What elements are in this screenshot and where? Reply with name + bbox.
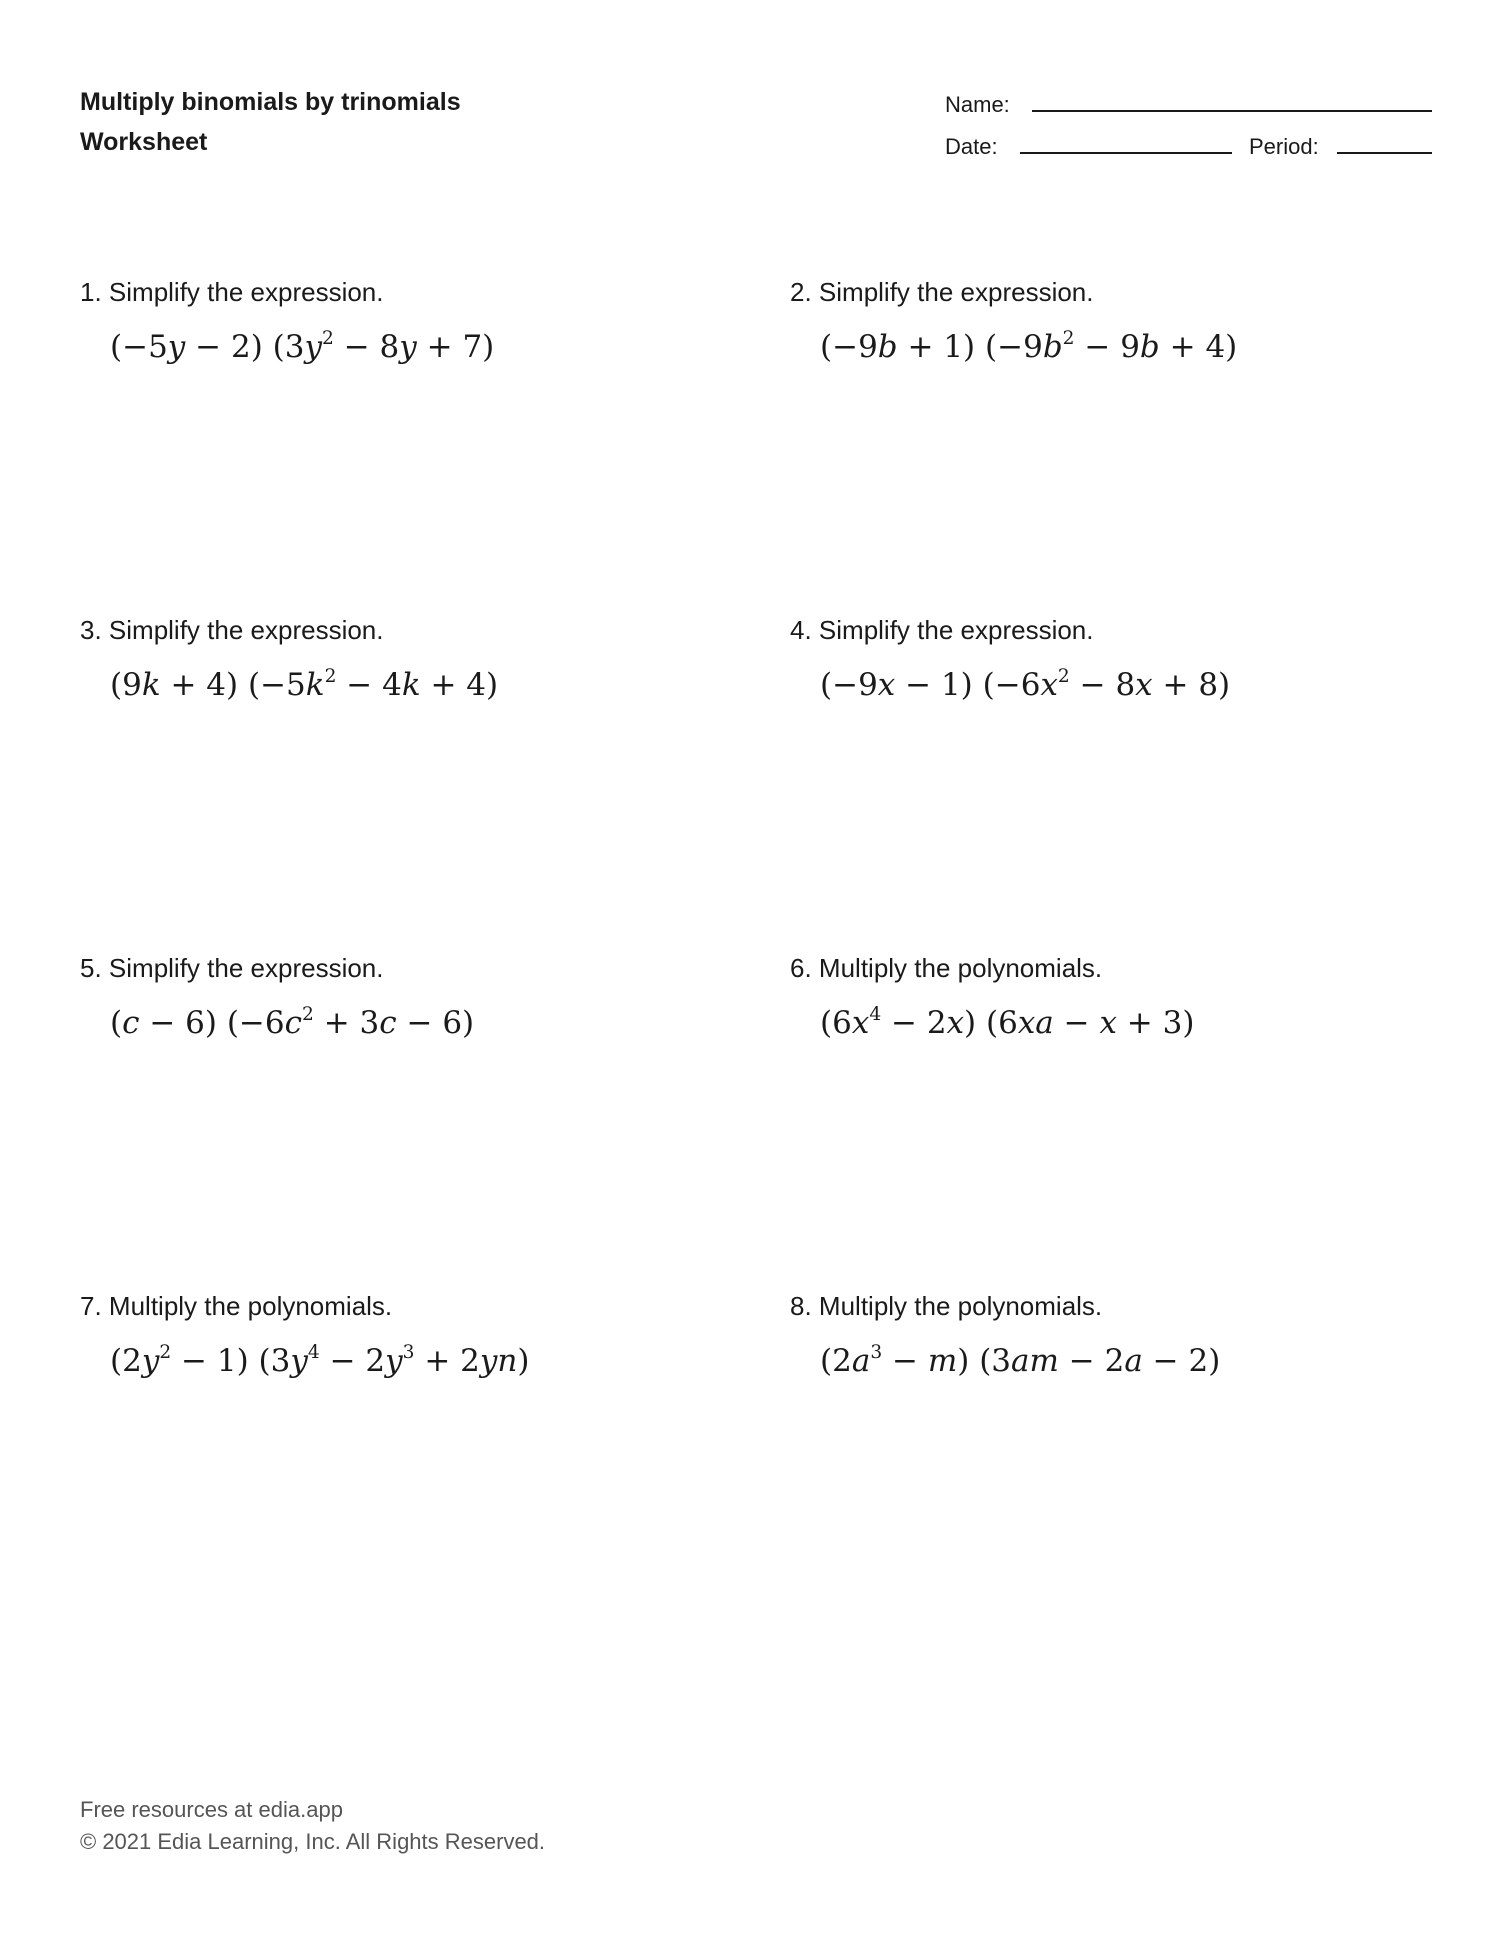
worksheet-title-block <box>80 82 461 162</box>
problem-expression: (−9x − 1) $(-6x^2 - 8x + 8)$ <box>820 665 1231 703</box>
problem-prompt <box>80 1289 720 1323</box>
problem-prompt <box>790 275 1430 309</box>
problem-instruction: Simplify the expression. <box>108 277 384 307</box>
problem-instruction: Simplify the expression. <box>108 615 384 645</box>
period-label: Period: <box>1249 134 1319 159</box>
problem-instruction: Multiply the polynomials. <box>818 1291 1103 1321</box>
problem-prompt <box>80 613 720 647</box>
problem-5 <box>80 951 720 1043</box>
date-label: Date: <box>945 134 998 159</box>
problem-prompt <box>790 613 1430 647</box>
problem-expression: (−9b + 1) $(-9b^2 - 9b + 4)$ <box>820 327 1238 365</box>
problem-expression: (9k + 4) $(-5k^2 - 4k + 4)$ <box>110 665 499 703</box>
worksheet-title: Multiply binomials by trinomials <box>80 88 461 116</box>
problem-1 <box>80 275 720 367</box>
footer-resources: Free resources at edia.app <box>80 1797 343 1822</box>
problem-prompt <box>80 275 720 309</box>
problem-2 <box>790 275 1430 367</box>
problem-number: 3. <box>80 615 102 645</box>
problem-expression: $(6x^4 - 2x) (6xa - x + 3)$ <box>820 1003 1195 1041</box>
problem-number: 4. <box>790 615 812 645</box>
problem-instruction: Simplify the expression. <box>818 277 1094 307</box>
problem-number: 5. <box>80 953 102 983</box>
problem-expression: (c − 6) $(-6c^2 + 3c - 6)$ <box>110 1003 475 1041</box>
problem-expression: (−5y − 2) $(3y^2 - 8y + 7)$ <box>110 327 495 365</box>
problem-expression: $(2a^3 - m) (3am - 2a - 2)$ <box>820 1341 1221 1379</box>
problem-number: 8. <box>790 1291 812 1321</box>
period-field-line[interactable] <box>1337 152 1432 154</box>
problem-expression: $(2y^2 - 1) (3y^4 - 2y^3 + 2yn)$ <box>110 1341 530 1379</box>
problem-prompt <box>80 951 720 985</box>
problem-4 <box>790 613 1430 705</box>
problem-number: 7. <box>80 1291 102 1321</box>
worksheet-subtitle: Worksheet <box>80 128 208 156</box>
problem-instruction: Multiply the polynomials. <box>818 953 1103 983</box>
problem-number: 1. <box>80 277 102 307</box>
date-field-line[interactable] <box>1020 152 1232 154</box>
problem-instruction: Multiply the polynomials. <box>108 1291 393 1321</box>
problem-6 <box>790 951 1430 1043</box>
name-label: Name: <box>945 92 1010 117</box>
footer-copyright: © 2021 Edia Learning, Inc. All Rights Reserved. <box>80 1829 546 1854</box>
problem-number: 6. <box>790 953 812 983</box>
name-field-line[interactable] <box>1032 110 1432 112</box>
problem-instruction: Simplify the expression. <box>818 615 1094 645</box>
problem-7 <box>80 1289 720 1381</box>
problem-instruction: Simplify the expression. <box>108 953 384 983</box>
problem-3 <box>80 613 720 705</box>
problem-8 <box>790 1289 1430 1381</box>
problem-prompt <box>790 1289 1430 1323</box>
problem-number: 2. <box>790 277 812 307</box>
problem-prompt <box>790 951 1430 985</box>
